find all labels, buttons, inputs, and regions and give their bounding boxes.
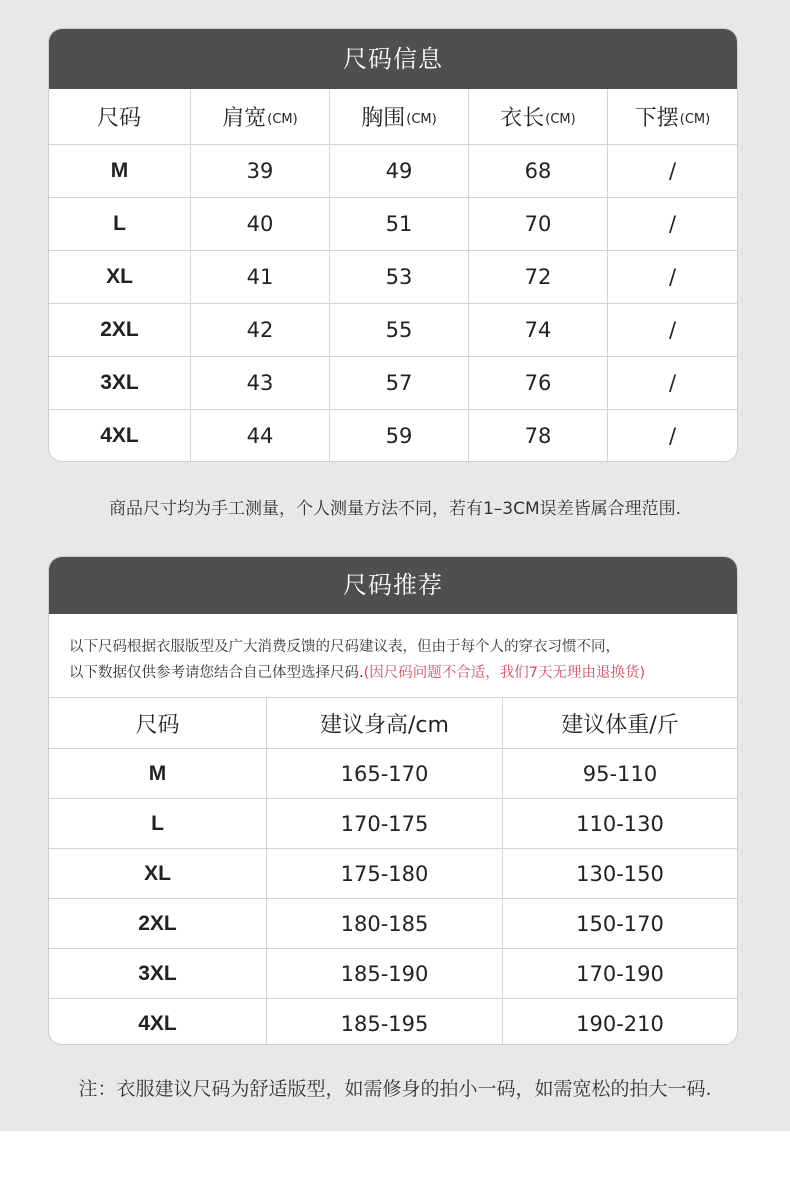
size-label: 3XL [138, 961, 177, 985]
size-label: XL [106, 265, 133, 288]
header-unit: (CM) [679, 112, 711, 127]
table-cell [266, 999, 502, 1045]
table-cell [190, 357, 329, 409]
fit-note: 注：衣服建议尺码为舒适版型，如需修身的拍小一码，如需宽松的拍大一码. [78, 1078, 712, 1100]
cell-value: / [668, 424, 677, 448]
cell-value: 78 [524, 424, 552, 448]
cell-value: / [668, 318, 677, 342]
table-cell [329, 198, 468, 250]
size-label: L [113, 212, 126, 235]
intro-line-2 [69, 660, 737, 686]
size-label: 4XL [100, 424, 139, 447]
table-cell [49, 999, 266, 1045]
cell-value: 72 [524, 265, 552, 289]
size-info-table [49, 89, 737, 462]
table-row [49, 144, 737, 197]
cell-value: 53 [385, 265, 413, 289]
table-row [49, 409, 737, 462]
table-cell [49, 410, 190, 462]
size-info-header-cell [190, 89, 329, 144]
table-row [49, 998, 737, 1045]
table-cell [468, 251, 607, 303]
table-cell [49, 198, 190, 250]
table-cell [266, 849, 502, 898]
cell-value: 43 [246, 371, 274, 395]
cell-value: 42 [246, 318, 274, 342]
cell-value: 68 [524, 159, 552, 183]
table-cell [49, 899, 266, 948]
size-recommend-header-cell: 建议身高/cm [266, 698, 502, 748]
table-cell [49, 949, 266, 998]
table-cell [468, 357, 607, 409]
size-label: L [151, 811, 164, 835]
measurement-note: 商品尺寸均为手工测量，个人测量方法不同，若有1–3CM误差皆属合理范围. [108, 499, 682, 519]
cell-value: 74 [524, 318, 552, 342]
table-cell [49, 799, 266, 848]
cell-value: / [668, 159, 677, 183]
table-cell [190, 410, 329, 462]
cell-value: 57 [385, 371, 413, 395]
table-cell [49, 357, 190, 409]
size-label: 2XL [100, 318, 139, 341]
header-label: 胸围 [361, 106, 406, 131]
table-cell [49, 304, 190, 356]
table-cell [502, 949, 737, 998]
table-cell [329, 251, 468, 303]
size-info-header-row [49, 89, 737, 144]
header-unit: (CM) [267, 112, 298, 127]
table-cell [607, 304, 737, 356]
cell-value: 150-170 [576, 911, 664, 936]
table-cell [266, 899, 502, 948]
header-label: 尺码 [96, 106, 141, 131]
cell-value: 70 [524, 212, 552, 236]
table-cell [49, 145, 190, 197]
size-recommend-header-cell: 建议体重/斤 [502, 698, 737, 748]
size-info-header-cell [49, 89, 190, 144]
cell-value: / [668, 371, 677, 395]
cell-value: 55 [385, 318, 413, 342]
size-label: M [148, 761, 167, 785]
cell-value: 110-130 [576, 811, 664, 836]
table-cell [190, 145, 329, 197]
table-row [49, 303, 737, 356]
table-cell [468, 145, 607, 197]
table-cell [329, 357, 468, 409]
size-label: 2XL [138, 911, 177, 935]
size-recommend-card [48, 556, 738, 1045]
table-cell [49, 251, 190, 303]
table-cell [49, 849, 266, 898]
return-policy-note: (因尺码问题不合适，我们7天无理由退换货) [363, 665, 646, 681]
cell-value: 170-190 [576, 961, 664, 986]
table-cell [329, 145, 468, 197]
table-cell [502, 799, 737, 848]
table-cell [607, 251, 737, 303]
cell-value: 170-175 [340, 811, 429, 836]
cell-value: 185-195 [340, 1011, 429, 1036]
size-info-header-cell [468, 89, 607, 144]
cell-value: 175-180 [340, 861, 429, 886]
header-label: 肩宽 [222, 106, 267, 131]
header-label: 下摆 [634, 106, 679, 131]
cell-value: 59 [385, 424, 413, 448]
cell-value: 76 [524, 371, 552, 395]
table-cell [607, 410, 737, 462]
table-row [49, 798, 737, 848]
table-cell [502, 899, 737, 948]
size-info-header-cell [607, 89, 737, 144]
cell-value: 165-170 [340, 761, 429, 786]
size-label: 3XL [100, 371, 139, 394]
table-cell [329, 304, 468, 356]
table-row [49, 748, 737, 798]
size-recommend-header-cell: 尺码 [135, 712, 180, 738]
size-label: XL [144, 861, 171, 885]
table-cell [266, 799, 502, 848]
size-label: 4XL [138, 1011, 177, 1035]
cell-value: 95-110 [582, 761, 658, 786]
intro-line-2-text: 以下数据仅供参考请您结合自己体型选择尺码. [69, 665, 364, 681]
cell-value: 44 [246, 424, 274, 448]
size-recommend-title: 尺码推荐 [49, 557, 737, 614]
cell-value: 190-210 [576, 1011, 664, 1036]
header-unit: (CM) [545, 112, 576, 127]
size-label: M [110, 159, 129, 182]
table-cell [329, 410, 468, 462]
size-recommend-table [49, 698, 737, 1045]
table-cell [190, 198, 329, 250]
cell-value: 39 [246, 159, 274, 183]
header-label: 衣长 [500, 106, 545, 131]
cell-value: / [668, 212, 677, 236]
size-info-card [48, 28, 738, 462]
table-cell [468, 304, 607, 356]
recommend-intro [49, 614, 737, 698]
header-unit: (CM) [406, 112, 437, 127]
table-cell [190, 304, 329, 356]
cell-value: 49 [385, 159, 413, 183]
cell-value: 185-190 [340, 961, 429, 986]
table-cell [266, 749, 502, 798]
table-cell [607, 357, 737, 409]
table-row [49, 197, 737, 250]
table-row [49, 848, 737, 898]
size-info-header-cell [329, 89, 468, 144]
table-row [49, 250, 737, 303]
table-cell [266, 949, 502, 998]
cell-value: 130-150 [576, 861, 664, 886]
cell-value: 51 [385, 212, 413, 236]
table-cell [502, 849, 737, 898]
table-row [49, 356, 737, 409]
table-row [49, 898, 737, 948]
cell-value: / [668, 265, 677, 289]
size-info-title: 尺码信息 [49, 29, 737, 89]
table-cell [468, 410, 607, 462]
table-cell [502, 749, 737, 798]
table-cell [49, 749, 266, 798]
size-recommend-header-row [49, 698, 737, 748]
table-row [49, 948, 737, 998]
cell-value: 41 [246, 265, 274, 289]
table-cell [190, 251, 329, 303]
table-cell [502, 999, 737, 1045]
table-cell [607, 198, 737, 250]
table-cell [607, 145, 737, 197]
cell-value: 40 [246, 212, 274, 236]
cell-value: 180-185 [340, 911, 429, 936]
intro-line-1: 以下尺码根据衣服版型及广大消费反馈的尺码建议表，但由于每个人的穿衣习惯不同， [69, 639, 620, 655]
table-cell [468, 198, 607, 250]
